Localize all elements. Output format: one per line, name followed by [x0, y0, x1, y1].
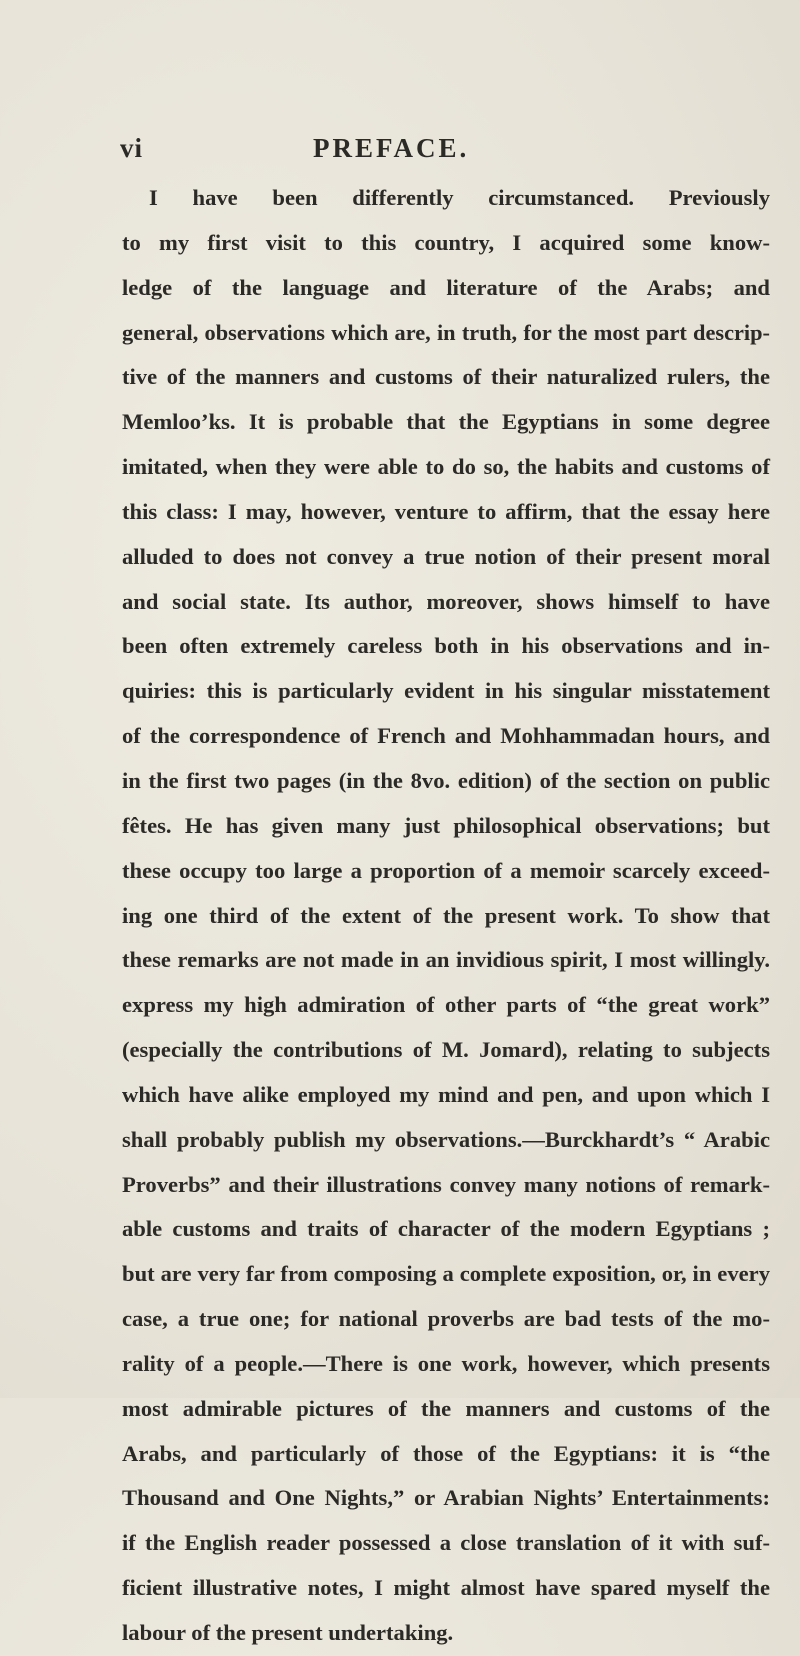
page-header: [120, 133, 760, 173]
text-line: this class: I may, however, venture to affirm, that the essay here: [122, 498, 770, 524]
text-line: in the first two pages (in the 8vo. edition) of the section on public: [122, 767, 770, 793]
text-line: case, a true one; for national proverbs are bad tests of the mo-: [122, 1306, 770, 1332]
text-line: (especially the contributions of M. Jomard), relating to subjects: [122, 1037, 770, 1063]
text-line: alluded to does not convey a true notion of their present moral: [122, 543, 770, 569]
text-line: shall probably publish my observations.—Burckhardt’s “ Arabic: [122, 1126, 770, 1152]
text-line: ing one third of the extent of the present work. To show that: [122, 902, 770, 928]
text-line: quiries: this is particularly evident in his singular misstatement: [122, 678, 770, 704]
text-line: imitated, when they were able to do so, the habits and customs of: [122, 454, 770, 480]
text-line: if the English reader possessed a close translation of it with suf-: [122, 1530, 770, 1556]
text-line: Arabs, and particularly of those of the Egyptians: it is “the: [122, 1440, 770, 1466]
page-number: vi: [120, 133, 144, 163]
text-line: Memloo’ks. It is probable that the Egyptians in some degree: [122, 409, 770, 435]
text-line: ficient illustrative notes, I might almost have spared myself the: [122, 1575, 770, 1601]
text-line: but are very far from composing a complete exposition, or, in every: [122, 1261, 770, 1287]
text-line: able customs and traits of character of the modern Egyptians ;: [122, 1216, 770, 1242]
text-line: Thousand and One Nights,” or Arabian Nights’ Entertainments:: [122, 1485, 770, 1511]
text-line: of the correspondence of French and Mohhammadan hours, and: [122, 723, 770, 749]
body-text: [122, 176, 770, 1656]
text-line: general, observations which are, in truth, for the most part descrip-: [122, 319, 770, 345]
text-line: tive of the manners and customs of their naturalized rulers, the: [122, 364, 770, 390]
text-line: been often extremely careless both in his observations and in-: [122, 633, 770, 659]
text-line: to my first visit to this country, I acquired some know-: [122, 229, 770, 255]
text-line: which have alike employed my mind and pen, and upon which I: [122, 1081, 770, 1107]
running-head: PREFACE.: [313, 133, 470, 163]
text-line: fêtes. He has given many just philosophical observations; but: [122, 812, 770, 838]
text-line: Proverbs” and their illustrations convey many notions of remark-: [122, 1171, 770, 1197]
text-line: rality of a people.—There is one work, however, which presents: [122, 1350, 770, 1376]
text-line: these remarks are not made in an invidious spirit, I most willingly.: [122, 947, 770, 973]
text-line: I have been differently circumstanced. Previously: [149, 185, 770, 210]
text-line: ledge of the language and literature of the Arabs; and: [122, 274, 770, 300]
text-line: express my high admiration of other parts of “the great work”: [122, 992, 770, 1018]
text-line: and social state. Its author, moreover, shows himself to have: [122, 588, 770, 614]
text-line: labour of the present undertaking.: [122, 1620, 454, 1645]
text-line: most admirable pictures of the manners and customs of the: [122, 1395, 770, 1421]
text-line: these occupy too large a proportion of a memoir scarcely exceed-: [122, 857, 770, 883]
